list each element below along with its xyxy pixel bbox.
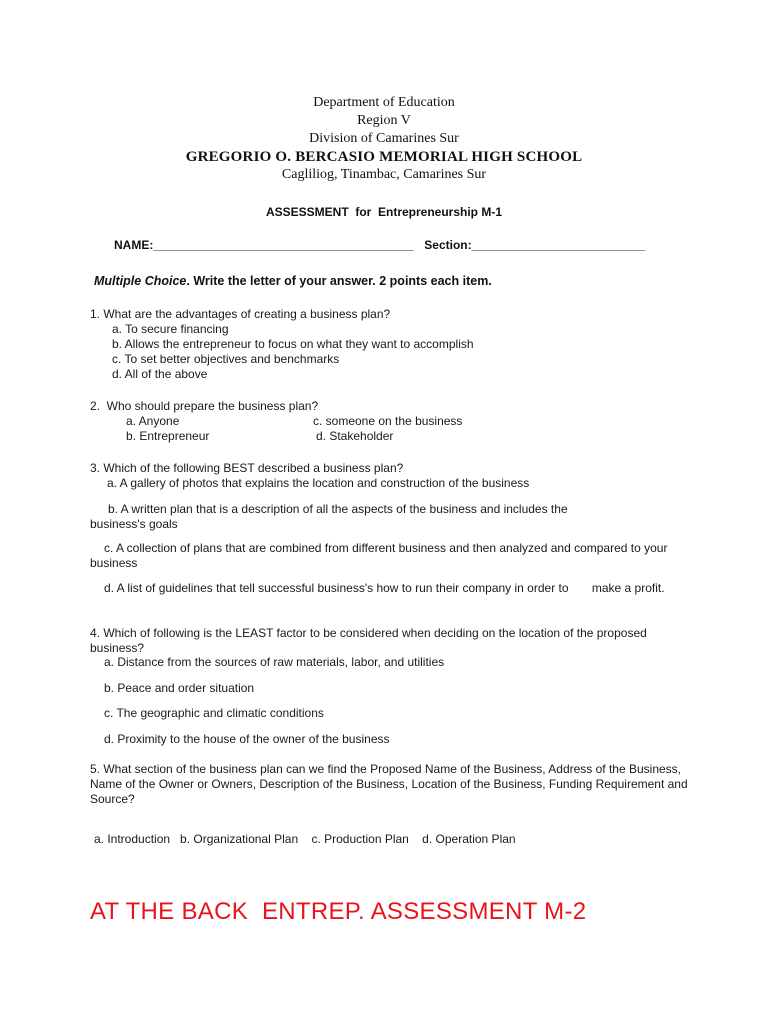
question-4-text: 4. Which of following is the LEAST factor to be considered when deciding on the location of the proposed business? [90,626,647,655]
instructions [94,274,492,288]
name-blank: _______________________________________ [153,238,414,252]
name-label: NAME: [114,238,154,252]
question-2-option-c: c. someone on the business [313,414,463,428]
question-2-option-b: b. Entrepreneur [126,429,210,443]
header-region: Region V [357,113,411,128]
question-2-text: 2. Who should prepare the business plan? [90,399,319,413]
question-1-text: 1. What are the advantages of creating a business plan? [90,307,391,321]
name-section-row [114,238,645,252]
header-address: Cagliliog, Tinambac, Camarines Sur [281,167,487,182]
instructions-emphasis: Multiple Choice [94,274,187,288]
header-school-name: GREGORIO O. BERCASIO MEMORIAL HIGH SCHOOL [185,149,583,165]
question-3-option-a: a. A gallery of photos that explains the location and construction of the business [107,476,530,490]
header-division: Division of Camarines Sur [309,131,459,146]
question-4-option-c: c. The geographic and climatic conditions [104,706,324,720]
question-4-option-b: b. Peace and order situation [104,681,255,695]
question-1-option-c: c. To set better objectives and benchmarks [112,352,340,366]
back-page-notice: AT THE BACK ENTREP. ASSESSMENT M-2 [90,898,587,925]
question-2-option-d: d. Stakeholder [316,429,394,443]
question-2-option-a: a. Anyone [126,414,180,428]
document-header [0,94,768,184]
question-1-option-b: b. Allows the entrepreneur to focus on what they want to accomplish [112,337,474,351]
question-3-option-c: c. A collection of plans that are combined from different business and then analyzed and compared to your business [90,541,668,570]
assessment-title: ASSESSMENT for Entrepreneurship M-1 [265,205,503,219]
section-blank: __________________________ [471,238,646,252]
question-5-text: 5. What section of the business plan can we find the Proposed Name of the Business, Address of the Business, Name of the Owner or Owners, Description of the Business, Location of the Business, Funding Requirement and Source? [90,762,688,806]
instructions-text: . Write the letter of your answer. 2 points each item. [186,274,492,288]
question-3-option-d: d. A list of guidelines that tell successful business's how to run their company in order to make a profit. [104,581,665,595]
question-3-text: 3. Which of the following BEST described a business plan? [90,461,404,475]
question-4-option-a: a. Distance from the sources of raw materials, labor, and utilities [104,655,445,669]
question-4-option-d: d. Proximity to the house of the owner of the business [104,732,390,746]
question-5-choices: a. Introduction b. Organizational Plan c. Production Plan d. Operation Plan [94,832,516,846]
question-1-option-a: a. To secure financing [112,322,229,336]
header-department: Department of Education [313,95,455,110]
section-label: Section: [424,238,472,252]
question-1-option-d: d. All of the above [112,367,208,381]
question-3-option-b: b. A written plan that is a description of all the aspects of the business and includes the business's goals [90,502,568,531]
